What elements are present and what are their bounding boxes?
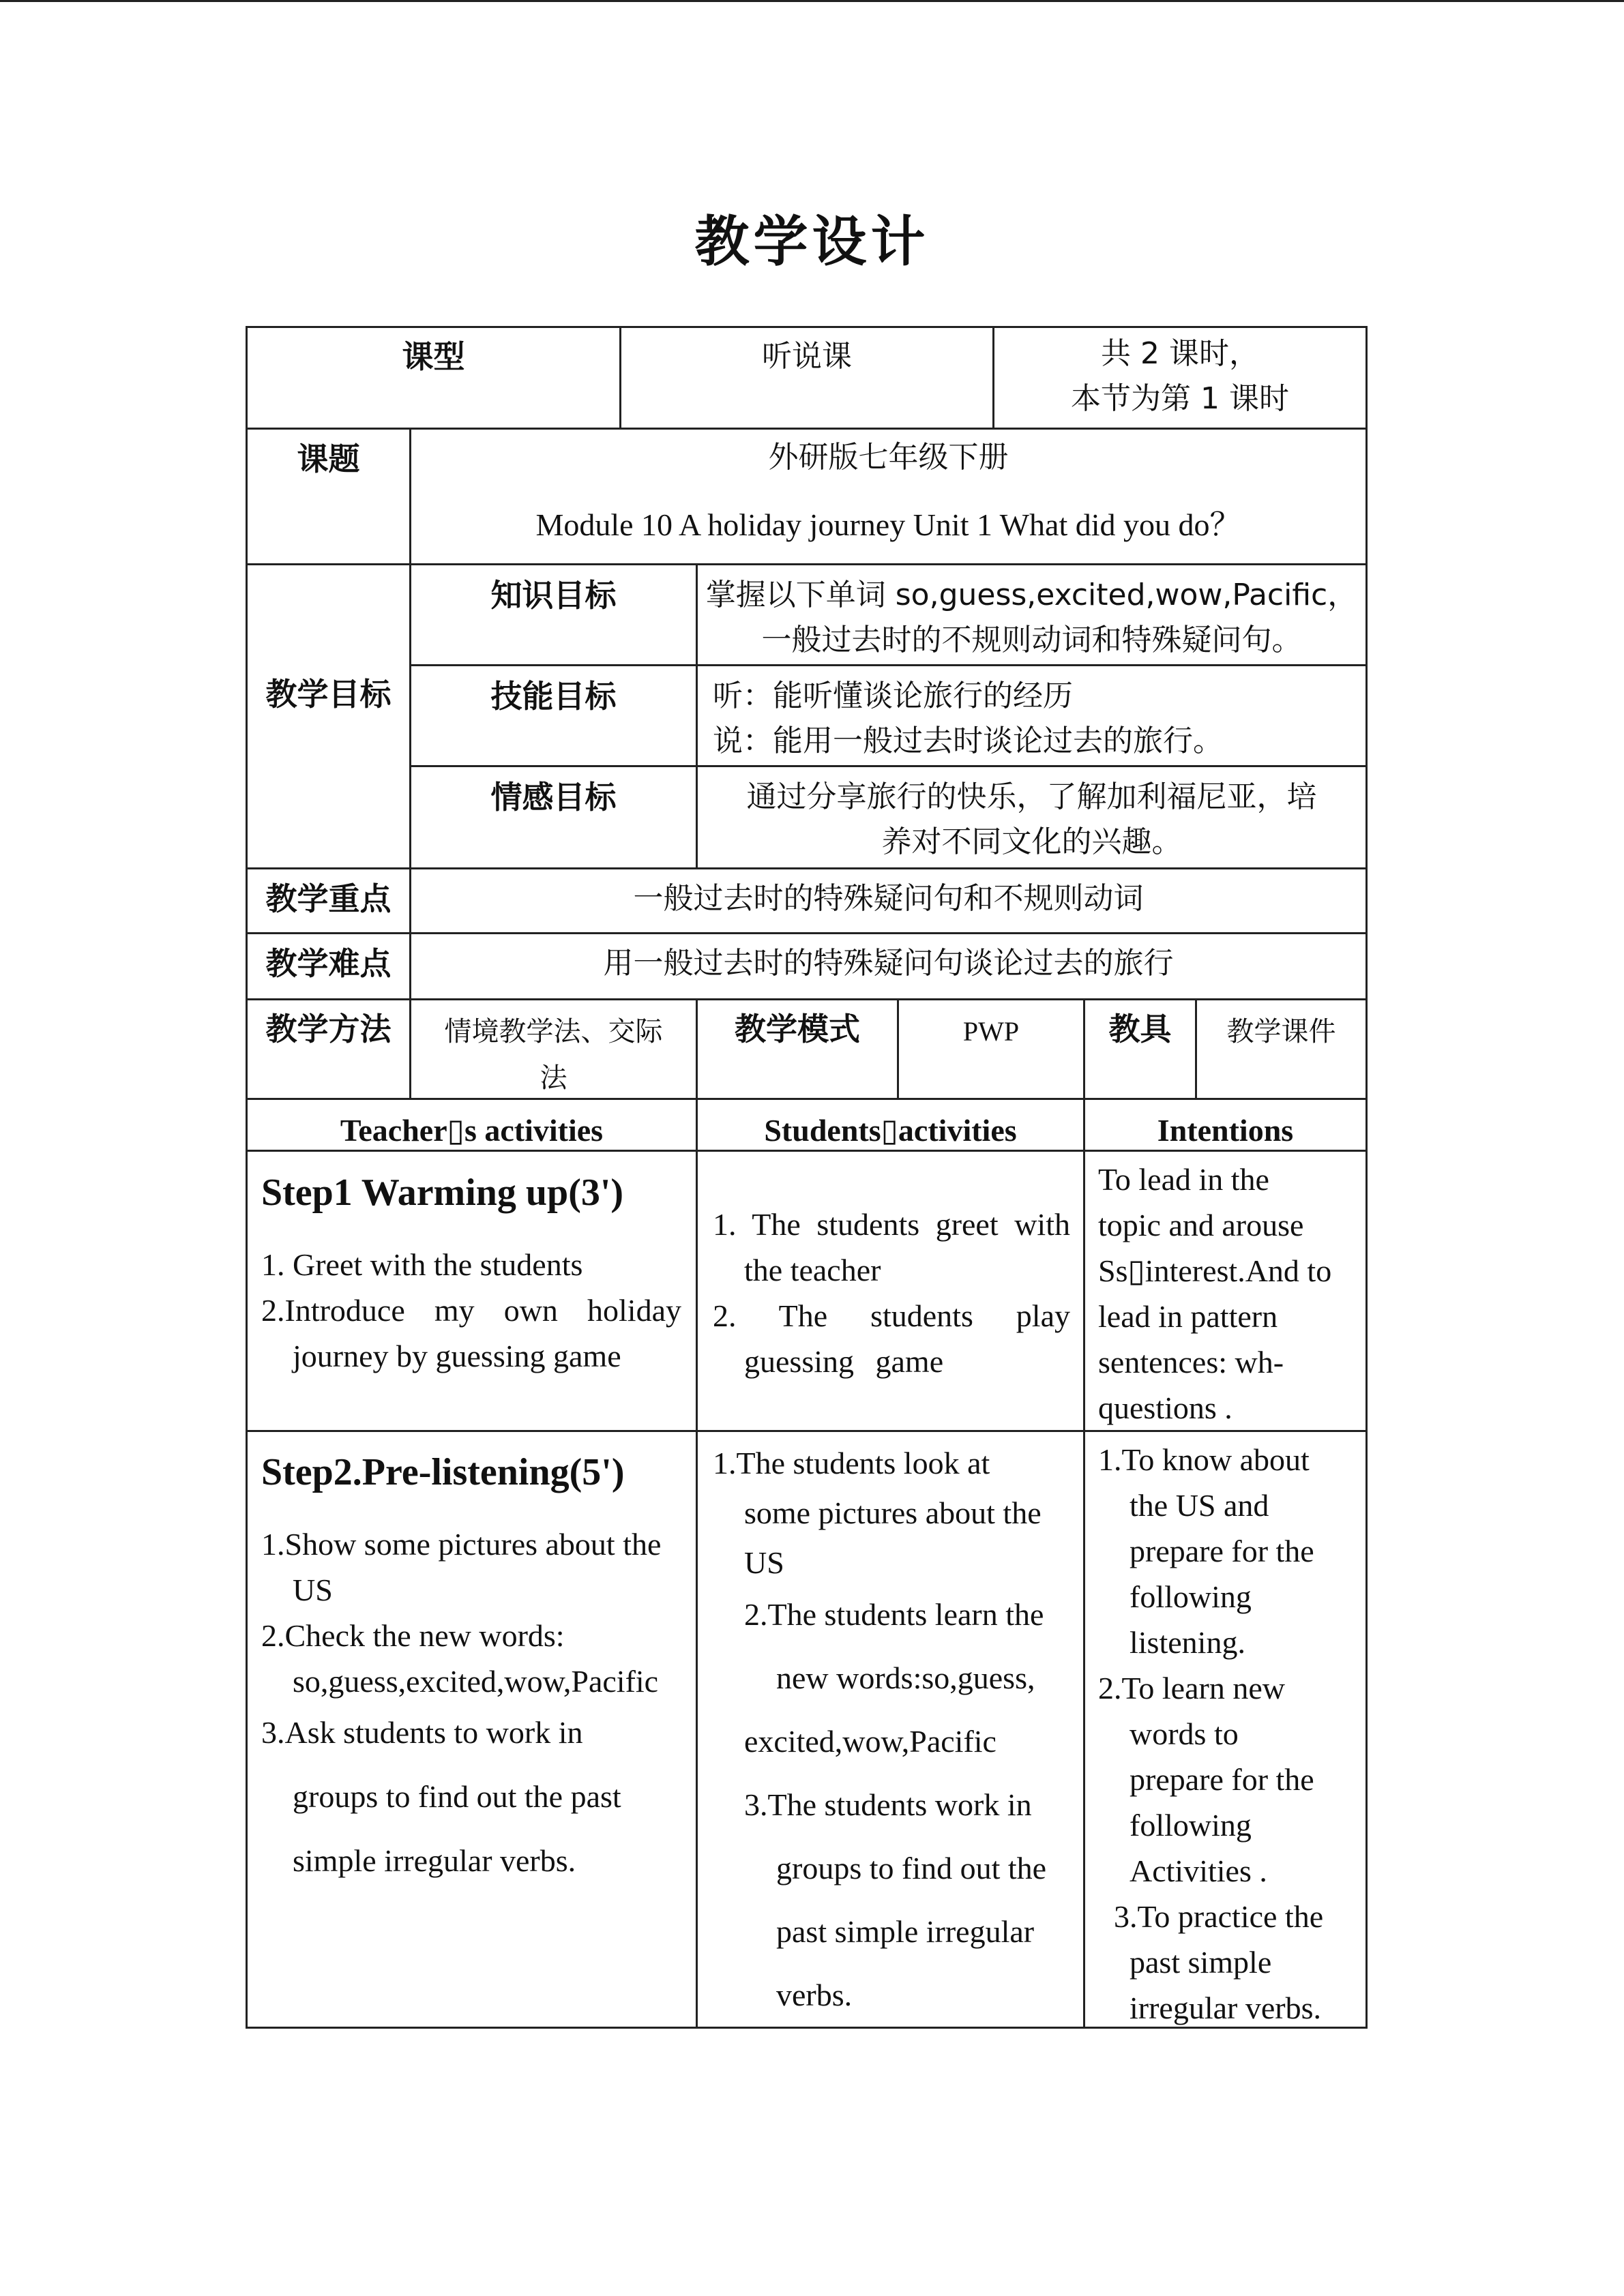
step1-intention-line: To lead in the	[1098, 1162, 1269, 1197]
step2-teacher-item: 3.Ask students to work in	[261, 1715, 583, 1750]
header-students-activities: Students▯activities	[764, 1113, 1017, 1148]
step2-intention-line: words to	[1130, 1716, 1239, 1751]
skill-objective-label: 技能目标	[490, 678, 617, 715]
step1-student-item: 2. The students play	[713, 1298, 1070, 1333]
step1-intention-line: sentences: wh-	[1098, 1345, 1284, 1380]
table-border-right	[1365, 326, 1368, 2029]
step2-student-item: groups to find out the	[776, 1851, 1047, 1885]
step2-student-item: 2.The students learn the	[744, 1597, 1044, 1632]
key-point-label: 教学重点	[265, 880, 392, 917]
method-value-line1: 情境教学法、交际	[444, 1016, 663, 1047]
header-intentions: Intentions	[1157, 1113, 1294, 1148]
step1-intention-line: questions .	[1098, 1390, 1232, 1425]
step1-student-item: the teacher	[744, 1253, 881, 1287]
table-border-left	[246, 326, 248, 2029]
row-divider	[246, 428, 1368, 430]
skill-objective-speaking: 说：能用一般过去时谈论过去的旅行。	[713, 724, 1223, 758]
knowledge-objective-line1: 掌握以下单词 so,guess,excited,wow,Pacific，	[705, 578, 1358, 612]
periods-total: 共 2 课时，	[1101, 336, 1259, 371]
row-divider	[246, 867, 1368, 869]
step2-teacher-item: so,guess,excited,wow,Pacific	[293, 1664, 659, 1699]
row-divider	[409, 765, 1368, 767]
course-type-value: 听说课	[762, 339, 852, 374]
step2-student-item: some pictures about the	[744, 1495, 1042, 1530]
document-title: 教学设计	[694, 210, 930, 273]
row-divider	[246, 998, 1368, 1000]
emotion-objective-line2: 养对不同文化的兴趣。	[881, 824, 1182, 859]
step1-teacher-item: journey by guessing game	[293, 1339, 621, 1373]
row-divider	[246, 932, 1368, 934]
step1-student-item: guessing game	[744, 1344, 944, 1379]
difficulty-label: 教学难点	[265, 945, 392, 982]
step2-title: Step2.Pre-listening(5')	[261, 1451, 625, 1493]
objectives-label: 教学目标	[265, 676, 392, 713]
difficulty-value: 用一般过去时的特殊疑问句谈论过去的旅行	[603, 946, 1174, 981]
emotion-objective-line1: 通过分享旅行的快乐，了解加利福尼亚，培	[746, 779, 1317, 814]
step1-student-item: 1. The students greet with	[713, 1207, 1070, 1242]
step2-teacher-item: simple irregular verbs.	[293, 1843, 576, 1878]
step2-intention-line: Activities .	[1130, 1853, 1267, 1888]
emotion-objective-label: 情感目标	[490, 779, 617, 816]
step1-intention-line: Ss▯interest.And to	[1098, 1253, 1332, 1288]
step2-teacher-item: 2.Check the new words:	[261, 1618, 565, 1653]
step2-student-item: 3.The students work in	[744, 1787, 1032, 1822]
step2-student-item: excited,wow,Pacific	[744, 1724, 996, 1759]
step2-intention-line: following	[1130, 1579, 1252, 1614]
topic-module-title: Module 10 A holiday journey Unit 1 What did you do？	[535, 507, 1241, 542]
header-teacher-activities: Teacher▯s activities	[340, 1113, 604, 1148]
course-type-label: 课型	[402, 338, 465, 375]
step2-intention-line: 2.To learn new	[1098, 1671, 1285, 1705]
step2-intention-line: past simple	[1130, 1945, 1272, 1980]
step2-intention-line: listening.	[1130, 1625, 1245, 1660]
step1-intention-line: lead in pattern	[1098, 1299, 1278, 1334]
step2-intention-line: 3.To practice the	[1114, 1899, 1324, 1934]
step2-student-item: US	[744, 1545, 784, 1580]
step1-teacher-item: 2.Introduce my own holiday	[261, 1293, 681, 1328]
step1-intention-line: topic and arouse	[1098, 1208, 1304, 1242]
topic-textbook: 外研版七年级下册	[768, 440, 1009, 475]
key-point-value: 一般过去时的特殊疑问句和不规则动词	[633, 881, 1144, 916]
method-value-line2: 法	[540, 1062, 567, 1094]
mode-label: 教学模式	[735, 1011, 860, 1047]
row-divider	[409, 664, 1368, 666]
step2-intention-line: following	[1130, 1808, 1252, 1843]
step2-intention-line: 1.To know about	[1098, 1442, 1310, 1477]
step1-teacher-item: 1. Greet with the students	[261, 1247, 583, 1282]
step2-teacher-item: 1.Show some pictures about the	[261, 1527, 662, 1562]
step2-student-item: verbs.	[776, 1978, 853, 2012]
knowledge-objective-label: 知识目标	[490, 577, 617, 614]
table-border-top	[246, 326, 1368, 328]
knowledge-objective-line2: 一般过去时的不规则动词和特殊疑问句。	[761, 623, 1302, 657]
step2-intention-line: prepare for the	[1130, 1762, 1314, 1797]
tools-label: 教具	[1108, 1011, 1172, 1047]
periods-current: 本节为第 1 课时	[1071, 381, 1289, 416]
step2-student-item: new words:so,guess,	[776, 1660, 1035, 1695]
topic-label: 课题	[297, 441, 360, 477]
row-divider	[246, 563, 1368, 565]
step2-teacher-item: US	[293, 1572, 333, 1607]
step2-intention-line: the US and	[1130, 1488, 1269, 1523]
step2-intention-line: irregular verbs.	[1130, 1991, 1321, 2025]
column-divider	[1083, 998, 1085, 2029]
step1-title: Step1 Warming up(3')	[261, 1172, 624, 1214]
step2-intention-line: prepare for the	[1130, 1534, 1314, 1568]
step2-student-item: 1.The students look at	[713, 1446, 990, 1480]
step2-teacher-item: groups to find out the past	[293, 1779, 621, 1814]
method-label: 教学方法	[265, 1011, 392, 1047]
column-divider	[696, 998, 698, 2029]
tools-value: 教学课件	[1226, 1016, 1336, 1047]
mode-value: PWP	[962, 1016, 1020, 1047]
skill-objective-listening: 听：能听懂谈论旅行的经历	[713, 679, 1073, 713]
step2-student-item: past simple irregular	[776, 1914, 1035, 1949]
